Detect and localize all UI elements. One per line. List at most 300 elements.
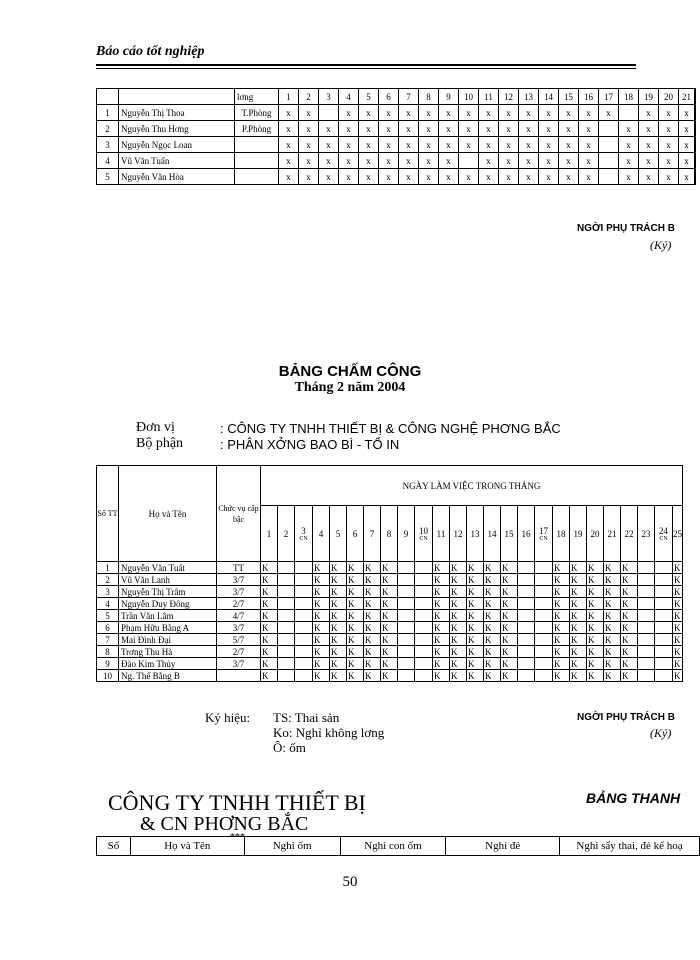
day-mark-cell: x [319, 137, 339, 153]
day-header-cell [587, 506, 604, 562]
day-mark-cell: x [659, 169, 679, 185]
day-mark-cell: x [559, 153, 579, 169]
stt-cell: 4 [97, 153, 119, 169]
day-mark-cell: K [467, 622, 484, 634]
day-mark-cell: K [450, 610, 467, 622]
table-header-row [97, 837, 700, 856]
name-cell: Vũ Văn Lanh [119, 574, 217, 586]
day-mark-cell [278, 658, 295, 670]
day-mark-cell: x [359, 121, 379, 137]
day-mark-cell: K [553, 598, 570, 610]
day-mark-cell: x [439, 105, 459, 121]
day-mark-cell: x [619, 121, 639, 137]
day-mark-cell: x [519, 153, 539, 169]
day-number: 1 [266, 528, 272, 539]
day-mark-cell: x [399, 153, 419, 169]
day-mark-cell [518, 670, 535, 682]
day-mark-cell [655, 622, 673, 634]
day-mark-cell: x [359, 153, 379, 169]
day-number: 21 [607, 528, 617, 539]
day-mark-cell: x [439, 121, 459, 137]
day-mark-cell [619, 105, 639, 121]
day-mark-cell [535, 634, 553, 646]
day-mark-cell [398, 670, 415, 682]
day-mark-cell: K [364, 658, 381, 670]
day-mark-cell [278, 610, 295, 622]
day-mark-cell: K [433, 622, 450, 634]
day-header-cell: 14 [539, 89, 559, 105]
day-mark-cell: K [261, 658, 278, 670]
day-mark-cell: K [604, 646, 621, 658]
day-mark-cell: K [364, 634, 381, 646]
day-header-cell: 17 [599, 89, 619, 105]
day-header-cell: 16 [579, 89, 599, 105]
header-cell [119, 89, 235, 105]
name-cell: Nguyễn Duy Đông [119, 598, 217, 610]
day-mark-cell: K [261, 646, 278, 658]
stt-cell: 10 [97, 670, 119, 682]
name-cell: Ng. Thế Bằng B [119, 670, 217, 682]
day-header-cell [313, 506, 330, 562]
day-mark-cell: K [553, 658, 570, 670]
edge-cell [695, 121, 696, 137]
day-mark-cell [638, 670, 655, 682]
bottom-table-title: BẢNG THANH [586, 790, 681, 806]
day-number: 3 [301, 525, 306, 536]
day-mark-cell [655, 634, 673, 646]
day-mark-cell: K [381, 574, 398, 586]
day-mark-cell [638, 610, 655, 622]
day-mark-cell: x [299, 121, 319, 137]
day-mark-cell: K [364, 574, 381, 586]
day-mark-cell: K [364, 610, 381, 622]
day-mark-cell: x [459, 137, 479, 153]
day-mark-cell [535, 562, 553, 574]
day-mark-cell: K [674, 610, 681, 621]
stt-cell: 6 [97, 622, 119, 634]
header-cell: Họ và Tên [130, 837, 244, 856]
day-header-cell [467, 506, 484, 562]
day-mark-cell: K [553, 634, 570, 646]
day-mark-cell: K [364, 646, 381, 658]
report-header: Báo cáo tốt nghiệp [96, 44, 205, 59]
day-mark-cell: K [433, 574, 450, 586]
day-mark-cell: K [330, 574, 347, 586]
day-mark-cell: x [679, 137, 695, 153]
day-mark-cell: K [261, 598, 278, 610]
edge-cell [695, 105, 696, 121]
day-mark-cell [655, 562, 673, 574]
day-header-cell [450, 506, 467, 562]
day-mark-cell [638, 562, 655, 574]
header-cell: Số [97, 837, 131, 856]
day-mark-cell: K [484, 598, 501, 610]
day-mark-cell: x [539, 105, 559, 121]
day-mark-cell: K [570, 634, 587, 646]
day-mark-cell: K [501, 562, 518, 574]
day-mark-cell: K [313, 622, 330, 634]
day-mark-cell [295, 562, 313, 574]
day-mark-cell: K [674, 670, 681, 681]
col-name: Họ và Tên [119, 466, 217, 562]
unit-label: Đơn vị [136, 420, 175, 435]
day-mark-cell [518, 574, 535, 586]
day-mark-cell [535, 574, 553, 586]
day-header-cell [501, 506, 518, 562]
day-mark-cell: x [419, 169, 439, 185]
day-mark-cell: K [604, 622, 621, 634]
day-mark-cell: K [570, 646, 587, 658]
day-mark-cell: x [679, 169, 695, 185]
day-mark-cell: K [313, 634, 330, 646]
day-mark-cell: K [553, 670, 570, 682]
day-mark-cell: K [674, 586, 681, 597]
day-mark-cell: x [539, 153, 559, 169]
day-mark-cell [415, 586, 433, 598]
day-number: 25 [673, 528, 682, 539]
day-mark-cell: K [587, 634, 604, 646]
day-header-cell [621, 506, 638, 562]
day-mark-cell [278, 646, 295, 658]
day-mark-cell: K [604, 574, 621, 586]
day-mark-cell: x [379, 169, 399, 185]
stt-cell: 7 [97, 634, 119, 646]
name-cell: Nguyễn Văn Tuất [119, 562, 217, 574]
day-mark-cell [638, 598, 655, 610]
table-row [97, 598, 683, 610]
day-header-cell [570, 506, 587, 562]
day-mark-cell: x [679, 121, 695, 137]
day-mark-cell: K [261, 574, 278, 586]
day-header-cell: 1 [279, 89, 299, 105]
day-mark-cell [638, 634, 655, 646]
day-header-cell: 20 [659, 89, 679, 105]
day-mark-cell: K [674, 562, 681, 573]
day-mark-cell: K [501, 646, 518, 658]
day-header-cell [415, 506, 433, 562]
edge-cell [695, 89, 696, 105]
day-mark-cell: K [261, 586, 278, 598]
day-number: 12 [453, 528, 463, 539]
day-mark-cell [295, 670, 313, 682]
day-mark-cell: K [484, 646, 501, 658]
day-mark-cell: x [539, 137, 559, 153]
day-number: 23 [641, 528, 651, 539]
day-mark-cell: x [339, 153, 359, 169]
day-mark-cell: K [313, 658, 330, 670]
day-mark-cell: K [261, 562, 278, 574]
day-mark-cell: K [347, 574, 364, 586]
header-cell [97, 89, 119, 105]
day-mark-cell: x [379, 137, 399, 153]
day-mark-cell: x [419, 121, 439, 137]
day-mark-cell [398, 586, 415, 598]
day-mark-cell: K [330, 598, 347, 610]
day-number: 9 [403, 528, 409, 539]
day-mark-cell: K [484, 634, 501, 646]
role-cell: P.Phòng [235, 121, 279, 137]
company-name: CÔNG TY TNHH THIẾT BỊ [108, 790, 366, 815]
day-mark-cell: x [379, 121, 399, 137]
day-mark-cell: K [381, 670, 398, 682]
day-header-cell [484, 506, 501, 562]
role-cell [217, 670, 261, 682]
name-cell: Nguyễn Ngọc Loan [119, 137, 235, 153]
timesheet-title: BẢNG CHẤM CÔNG [278, 363, 422, 380]
day-header-cell [347, 506, 364, 562]
day-mark-cell: K [381, 598, 398, 610]
day-mark-cell: K [330, 622, 347, 634]
day-mark-cell: K [621, 574, 638, 586]
day-mark-cell [638, 586, 655, 598]
day-mark-cell: K [621, 634, 638, 646]
day-mark-cell: x [579, 169, 599, 185]
day-mark-cell: x [459, 121, 479, 137]
day-mark-cell: x [399, 105, 419, 121]
table-row [97, 622, 683, 634]
day-mark-cell: x [419, 137, 439, 153]
day-mark-cell: K [621, 658, 638, 670]
stt-cell: 3 [97, 137, 119, 153]
day-mark-cell: K [621, 622, 638, 634]
day-mark-cell [638, 622, 655, 634]
day-mark-cell: x [539, 169, 559, 185]
day-number: 8 [386, 528, 392, 539]
day-mark-cell [415, 670, 433, 682]
day-mark-cell: x [579, 153, 599, 169]
day-mark-cell: K [553, 646, 570, 658]
day-mark-cell: K [621, 670, 638, 682]
day-mark-cell [295, 586, 313, 598]
day-mark-cell: x [499, 105, 519, 121]
table-row [97, 153, 696, 169]
day-header-cell: 7 [399, 89, 419, 105]
day-mark-cell [415, 622, 433, 634]
day-mark-cell [518, 646, 535, 658]
day-mark-cell [535, 622, 553, 634]
day-mark-cell: x [499, 169, 519, 185]
day-mark-cell: K [433, 562, 450, 574]
day-mark-cell: K [587, 598, 604, 610]
page-number: 50 [342, 874, 358, 890]
day-mark-cell: x [439, 169, 459, 185]
day-mark-cell: K [330, 586, 347, 598]
day-mark-cell: K [501, 658, 518, 670]
day-mark-cell [459, 153, 479, 169]
day-mark-cell: K [313, 670, 330, 682]
day-mark-cell [415, 610, 433, 622]
day-number: 16 [521, 528, 531, 539]
day-mark-cell: x [359, 169, 379, 185]
day-mark-cell: x [479, 169, 499, 185]
day-mark-cell: K [570, 670, 587, 682]
day-mark-cell [599, 121, 619, 137]
day-mark-cell: x [439, 153, 459, 169]
table-row [97, 137, 696, 153]
day-mark-cell: K [313, 574, 330, 586]
day-mark-cell [655, 610, 673, 622]
day-mark-cell: K [674, 598, 681, 609]
day-mark-cell [638, 646, 655, 658]
day-number: 19 [573, 528, 583, 539]
day-mark-cell: K [381, 610, 398, 622]
day-mark-cell: K [674, 658, 681, 669]
day-mark-cell: x [519, 105, 539, 121]
legend-item: Ô: ốm [273, 740, 306, 755]
day-mark-cell: K [570, 658, 587, 670]
day-mark-cell: K [587, 562, 604, 574]
day-mark-cell: K [330, 610, 347, 622]
day-header-cell: 19 [639, 89, 659, 105]
day-mark-cell: x [499, 137, 519, 153]
day-mark-cell: x [299, 105, 319, 121]
day-mark-cell: x [559, 169, 579, 185]
day-mark-cell: x [459, 105, 479, 121]
day-mark-cell: x [639, 121, 659, 137]
day-mark-cell: K [674, 646, 681, 657]
day-mark-cell: x [659, 137, 679, 153]
signature-note: (Ký) [650, 238, 672, 252]
day-mark-cell [295, 658, 313, 670]
day-mark-cell: K [330, 658, 347, 670]
stt-cell: 1 [97, 562, 119, 574]
day-mark-cell: x [639, 137, 659, 153]
day-mark-cell [278, 622, 295, 634]
day-mark-cell: x [619, 169, 639, 185]
day-mark-cell: K [450, 586, 467, 598]
day-number: 15 [504, 528, 514, 539]
day-mark-cell: K [553, 610, 570, 622]
day-mark-cell: x [599, 105, 619, 121]
day-mark-cell: K [450, 634, 467, 646]
day-mark-cell: K [553, 622, 570, 634]
day-mark-cell: K [604, 586, 621, 598]
day-mark-cell: K [501, 598, 518, 610]
day-mark-cell: x [279, 137, 299, 153]
day-mark-cell: x [279, 105, 299, 121]
day-mark-cell: K [467, 586, 484, 598]
stt-cell: 2 [97, 121, 119, 137]
day-mark-cell: K [347, 670, 364, 682]
day-mark-cell: K [347, 562, 364, 574]
day-mark-cell: K [604, 634, 621, 646]
day-mark-cell: K [433, 646, 450, 658]
day-mark-cell: x [479, 105, 499, 121]
day-mark-cell [535, 586, 553, 598]
day-mark-cell: K [364, 586, 381, 598]
company-name-line2: & CN PHƠNG BẮC [140, 813, 309, 835]
day-mark-cell: K [501, 670, 518, 682]
day-mark-cell: K [570, 574, 587, 586]
day-mark-cell: K [621, 562, 638, 574]
day-mark-cell [638, 658, 655, 670]
day-header-cell: 8 [419, 89, 439, 105]
edge-cell [695, 169, 696, 185]
day-mark-cell: K [381, 586, 398, 598]
day-mark-cell [655, 598, 673, 610]
day-header-cell: 15 [559, 89, 579, 105]
day-mark-cell [398, 634, 415, 646]
day-mark-cell: K [501, 634, 518, 646]
day-mark-cell: K [621, 598, 638, 610]
day-mark-cell [655, 574, 673, 586]
day-mark-cell: K [587, 670, 604, 682]
day-mark-cell: x [619, 137, 639, 153]
day-header-cell: 18 [619, 89, 639, 105]
day-mark-cell: K [313, 610, 330, 622]
day-mark-cell: x [399, 137, 419, 153]
day-mark-cell: K [450, 646, 467, 658]
day-mark-cell: K [484, 670, 501, 682]
role-cell [235, 169, 279, 185]
day-mark-cell [599, 169, 619, 185]
day-mark-cell [518, 622, 535, 634]
day-mark-cell: K [450, 670, 467, 682]
day-mark-cell: K [313, 598, 330, 610]
day-mark-cell: K [330, 670, 347, 682]
day-mark-cell: K [501, 622, 518, 634]
day-header-cell [638, 506, 655, 562]
day-mark-cell [518, 586, 535, 598]
signature-note: (Ký) [650, 726, 672, 740]
day-mark-cell: x [659, 121, 679, 137]
day-number: 7 [369, 528, 375, 539]
day-mark-cell: K [364, 670, 381, 682]
name-cell: Nguyễn Thị Trâm [119, 586, 217, 598]
name-cell: Nguyễn Văn Hòa [119, 169, 235, 185]
day-mark-cell: K [347, 646, 364, 658]
day-mark-cell: K [347, 622, 364, 634]
role-cell: T.Phòng [235, 105, 279, 121]
day-mark-cell [415, 598, 433, 610]
day-mark-cell [518, 658, 535, 670]
day-mark-cell: x [299, 137, 319, 153]
day-mark-cell: K [364, 622, 381, 634]
sunday-mark: CN [539, 535, 548, 542]
day-mark-cell: K [261, 622, 278, 634]
day-mark-cell [655, 646, 673, 658]
day-mark-cell: K [433, 670, 450, 682]
day-mark-cell: K [381, 622, 398, 634]
day-mark-cell [535, 670, 553, 682]
day-mark-cell: K [484, 622, 501, 634]
day-mark-cell: K [381, 634, 398, 646]
day-header-cell [655, 506, 673, 562]
day-mark-cell: K [484, 574, 501, 586]
day-mark-cell: K [604, 610, 621, 622]
day-mark-cell [638, 574, 655, 586]
day-mark-cell [398, 598, 415, 610]
day-mark-cell [655, 586, 673, 598]
day-mark-cell: K [501, 586, 518, 598]
day-mark-cell: K [261, 610, 278, 622]
table-row [97, 634, 683, 646]
role-cell [235, 137, 279, 153]
day-mark-cell: K [433, 658, 450, 670]
day-mark-cell [319, 105, 339, 121]
monthly-timesheet-table [96, 465, 683, 682]
day-number: 13 [470, 528, 480, 539]
day-mark-cell: x [479, 153, 499, 169]
day-mark-cell: K [553, 574, 570, 586]
name-cell: Nguyễn Thị Thoa [119, 105, 235, 121]
day-mark-cell: K [433, 586, 450, 598]
bottom-benefit-table [96, 836, 700, 856]
header-cell: Nghỉ sẩy thai, đẻ kế hoạ [560, 837, 700, 856]
day-mark-cell: x [519, 137, 539, 153]
name-cell: Phạm Hữu Bằng A [119, 622, 217, 634]
company-stars: *** [230, 832, 245, 843]
